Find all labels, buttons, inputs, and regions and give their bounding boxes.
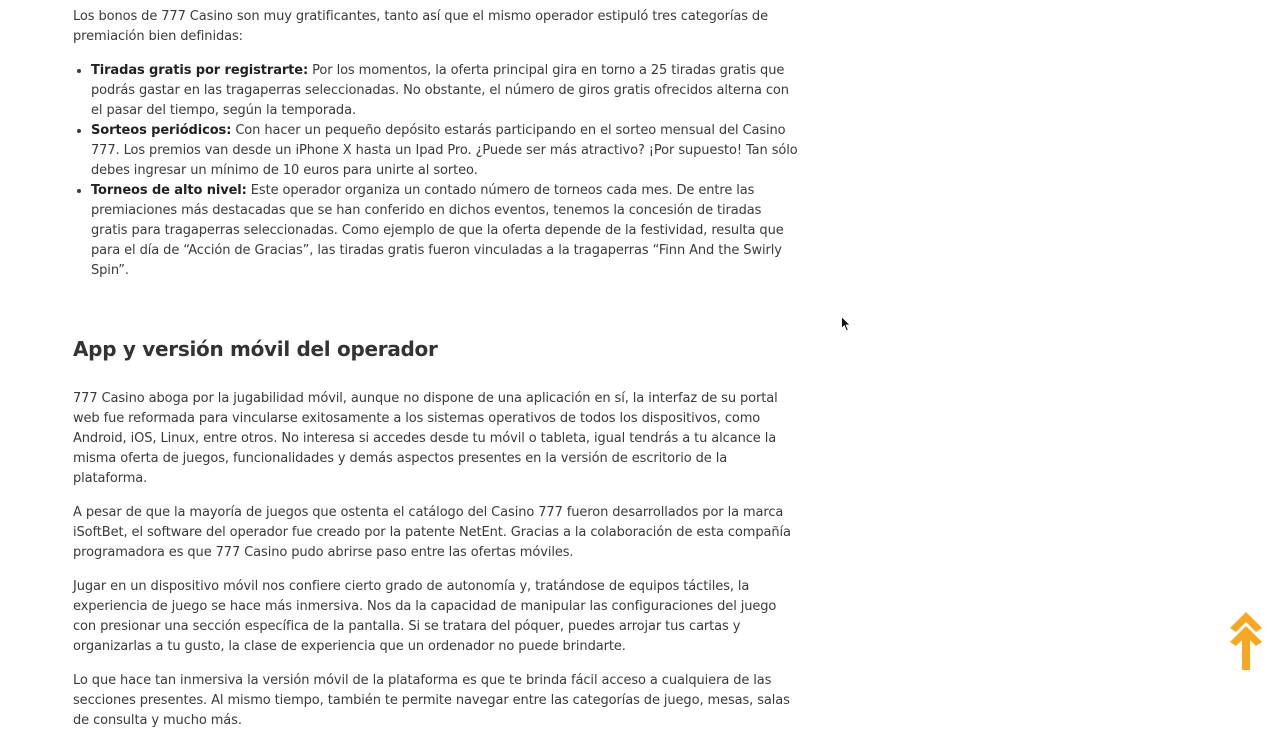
intro-line-1: Los bonos de 777 Casino son muy gratificantes, tanto así que el mismo operador estipuló tres categorías de (73, 9, 768, 24)
article-content (73, 7, 801, 731)
bonus-item-text: Por los momentos, la oferta principal gira en torno a 25 tiradas gratis que podrás gastar en las tragaperras seleccionadas. No obstante, el número de giros gratis ofrecidos alterna con el pasar del tiempo, según la temporada. (91, 63, 789, 118)
body-paragraph: 777 Casino aboga por la jugabilidad móvil, aunque no dispone de una aplicación en sí, la interfaz de su portal web fue reformada para vincularse exitosamente a los sistemas operativos de todos los dispositivos, como Android, iOS, Linux, entre otros. No interesa si accedes desde tu móvil o tableta, igual tendrás a tu alcance la misma oferta de juegos, funcionalidades y demás aspectos presentes en la versión de escritorio de la plataforma. (73, 391, 778, 486)
scroll-to-top-button[interactable] (1228, 610, 1264, 672)
list-item (91, 121, 801, 181)
section-heading: App y versión móvil del operador (73, 337, 438, 361)
double-chevron-up-icon (1228, 610, 1264, 672)
bonus-item-title: Torneos de alto nivel: (91, 183, 247, 198)
body-paragraph: A pesar de que la mayoría de juegos que ostenta el catálogo del Casino 777 fueron desarrollados por la marca iSoftBet, el software del operador fue creado por la patente NetEnt. Gracias a la colaboración de esta compañía programadora es que 777 Casino pudo abrirse paso entre las ofertas móviles. (73, 505, 791, 560)
body-paragraph: Jugar en un dispositivo móvil nos confiere cierto grado de autonomía y, tratándose de equipos táctiles, la experiencia de juego se hace más inmersiva. Nos da la capacidad de manipular las configuraciones del juego con presionar una sección específica de la pantalla. Si se tratara del póquer, puedes arrojar tus cartas y organizarlas a tu gusto, la clase de experiencia que un ordenador no puede brindarte. (73, 579, 777, 654)
bonus-item-text: Con hacer un pequeño depósito estarás participando en el sorteo mensual del Casino 777. Los premios van desde un iPhone X hasta un Ipad Pro. ¿Puede ser más atractivo? ¡Por supuesto! Tan sólo debes ingresar un mínimo de 10 euros para unirte al sorteo. (91, 123, 798, 178)
list-item (91, 61, 801, 121)
bonus-item-text: Este operador organiza un contado número de torneos cada mes. De entre las premiaciones más destacadas que se han conferido en dichos eventos, tenemos la concesión de tiradas gratis para tragaperras seleccionadas. Como ejemplo de que la oferta depende de la festividad, resulta que para el día de “Acción de Gracias”, las tiradas gratis fueron vinculadas a la tragaperras “Finn And the Swirly Spin”. (91, 183, 784, 278)
bonus-item-title: Tiradas gratis por registrarte: (91, 63, 309, 78)
list-item (91, 181, 801, 281)
bonus-item-title: Sorteos periódicos: (91, 123, 232, 138)
bonus-list (73, 61, 801, 281)
body-paragraph: Lo que hace tan inmersiva la versión móvil de la plataforma es que te brinda fácil acceso a cualquiera de las secciones presentes. Al mismo tiempo, también te permite navegar entre las categorías de juego, mesas, salas de consulta y mucho más. (73, 673, 790, 728)
intro-line-2: premiación bien definidas: (73, 29, 243, 44)
intro-paragraph (73, 7, 801, 47)
mouse-pointer-icon (841, 316, 852, 332)
